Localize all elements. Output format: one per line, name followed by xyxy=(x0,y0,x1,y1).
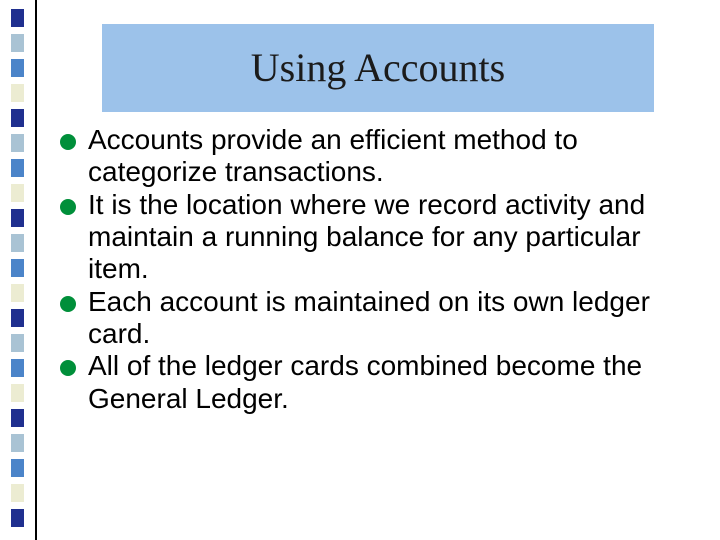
side-square xyxy=(11,84,24,102)
side-square xyxy=(11,234,24,252)
slide-title: Using Accounts xyxy=(250,45,506,90)
bullet-item xyxy=(59,124,699,189)
side-square xyxy=(11,9,24,27)
bullet-list xyxy=(59,124,699,415)
bullet-dot-icon xyxy=(60,360,76,376)
side-square xyxy=(11,259,24,277)
side-divider-line xyxy=(35,0,37,540)
side-square xyxy=(11,284,24,302)
bullet-text: It is the location where we record activity and maintain a running balance for any particular item. xyxy=(88,188,646,285)
side-square xyxy=(11,309,24,327)
side-square xyxy=(11,434,24,452)
side-square xyxy=(11,159,24,177)
side-square xyxy=(11,59,24,77)
bullet-dot-icon xyxy=(60,296,76,312)
side-square xyxy=(11,409,24,427)
side-square xyxy=(11,184,24,202)
side-square xyxy=(11,109,24,127)
decorative-side-strip xyxy=(0,0,40,540)
bullet-item xyxy=(59,350,699,415)
bullet-item xyxy=(59,189,699,286)
bullet-item xyxy=(59,286,699,351)
side-square xyxy=(11,459,24,477)
side-square xyxy=(11,384,24,402)
bullet-dot-icon xyxy=(60,199,76,215)
slide-title-box xyxy=(102,24,654,112)
side-square xyxy=(11,509,24,527)
side-square xyxy=(11,209,24,227)
bullet-text: All of the ledger cards combined become the General Ledger. xyxy=(88,350,643,414)
side-square xyxy=(11,134,24,152)
side-square xyxy=(11,484,24,502)
bullet-dot-icon xyxy=(60,134,76,150)
side-square xyxy=(11,34,24,52)
side-square xyxy=(11,359,24,377)
bullet-text: Each account is maintained on its own ledger card. xyxy=(88,285,650,349)
bullet-text: Accounts provide an efficient method to categorize transactions. xyxy=(88,124,578,188)
side-square xyxy=(11,334,24,352)
